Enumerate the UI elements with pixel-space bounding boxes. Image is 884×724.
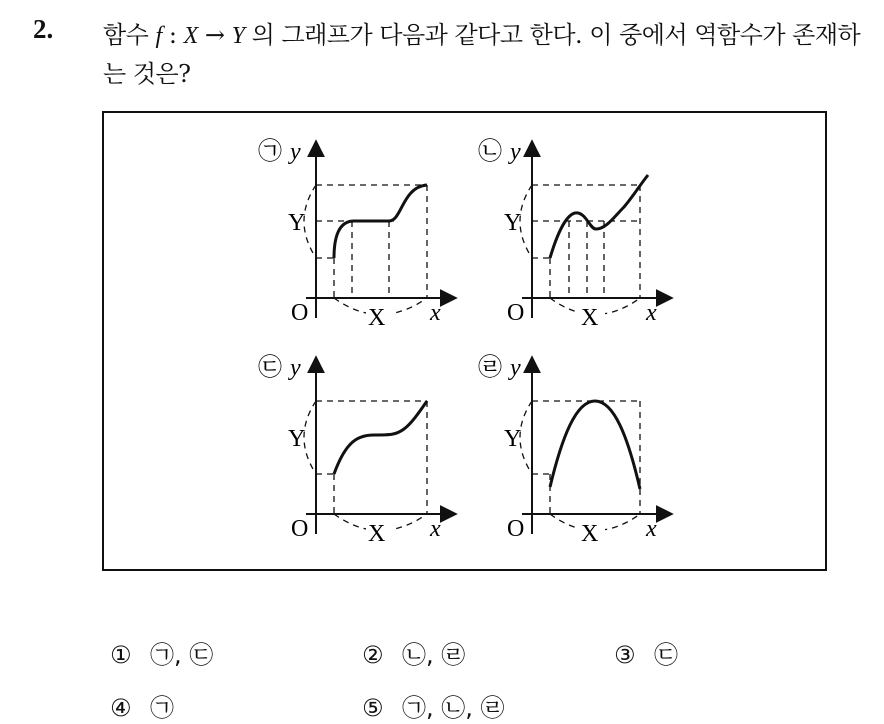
graph-1-range-label: Y — [288, 210, 306, 236]
colon: : — [168, 21, 177, 49]
graph-3-range-label: Y — [288, 426, 306, 452]
graph-4-domain-label: X — [581, 521, 599, 547]
graph-1-domain-label: X — [368, 305, 386, 331]
question-text — [103, 16, 873, 93]
choice-4-number: ④ — [110, 694, 132, 722]
question-text-after: 의 그래프가 다음과 같다고 한다. 이 중에서 역함수가 존재하는 것은? — [103, 21, 861, 88]
choice-2-text: ㉡, ㉣ — [402, 641, 466, 669]
choice-3-number: ③ — [614, 641, 636, 669]
graph-2-x-axis-label: x — [646, 300, 657, 326]
choice-4-text: ㉠ — [150, 694, 174, 722]
graph-4-marker: ㉣ — [478, 355, 502, 381]
graph-3-guides — [304, 401, 427, 531]
choice-4[interactable] — [110, 693, 174, 723]
graph-3-y-axis-label: y — [290, 355, 301, 381]
graph-3-curve — [334, 401, 427, 474]
graph-3-domain-label: X — [368, 521, 386, 547]
graph-2-range-label: Y — [504, 210, 522, 236]
graph-1-marker: ㉠ — [258, 139, 282, 165]
graph-2 — [478, 138, 672, 331]
graph-1-y-axis-label: y — [290, 139, 301, 165]
graph-3 — [258, 354, 456, 547]
arrow-symbol: → — [204, 21, 225, 49]
choice-1[interactable] — [110, 640, 213, 670]
choice-3-text: ㉢ — [654, 641, 678, 669]
graph-1-origin: O — [291, 300, 309, 326]
figure-box — [102, 111, 827, 571]
function-name: f — [155, 23, 162, 49]
graph-4-x-axis-label: x — [646, 516, 657, 542]
choice-1-text: ㉠, ㉢ — [150, 641, 214, 669]
graph-1-guides — [304, 185, 427, 315]
question-text-before: 함수 — [103, 21, 149, 49]
graph-2-curve — [550, 175, 648, 258]
graph-2-marker: ㉡ — [478, 139, 502, 165]
choice-5-number: ⑤ — [362, 694, 384, 722]
graph-2-y-axis-label: y — [510, 139, 521, 165]
graph-3-x-axis-label: x — [430, 516, 441, 542]
graph-2-guides — [520, 185, 640, 315]
codomain-set: Y — [231, 23, 245, 49]
choice-2[interactable] — [362, 640, 465, 670]
question-number: 2. — [33, 14, 54, 44]
choice-5-text: ㉠, ㉡, ㉣ — [402, 694, 505, 722]
graph-3-origin: O — [291, 516, 309, 542]
graph-1-x-axis-label: x — [430, 300, 441, 326]
graph-2-origin: O — [507, 300, 525, 326]
choice-1-number: ① — [110, 641, 132, 669]
graph-1 — [258, 138, 456, 331]
graph-4-origin: O — [507, 516, 525, 542]
graph-4-curve — [550, 401, 640, 489]
graph-4 — [478, 354, 672, 547]
choice-3[interactable] — [614, 640, 678, 670]
choice-2-number: ② — [362, 641, 384, 669]
graph-4-guides — [520, 401, 640, 531]
graph-2-domain-label: X — [581, 305, 599, 331]
graph-1-curve — [334, 185, 427, 258]
domain-set: X — [183, 23, 198, 49]
graph-4-range-label: Y — [504, 426, 522, 452]
graph-4-y-axis-label: y — [510, 355, 521, 381]
graph-3-marker: ㉢ — [258, 355, 282, 381]
choice-5[interactable] — [362, 693, 505, 723]
graphs-figure — [104, 113, 829, 573]
